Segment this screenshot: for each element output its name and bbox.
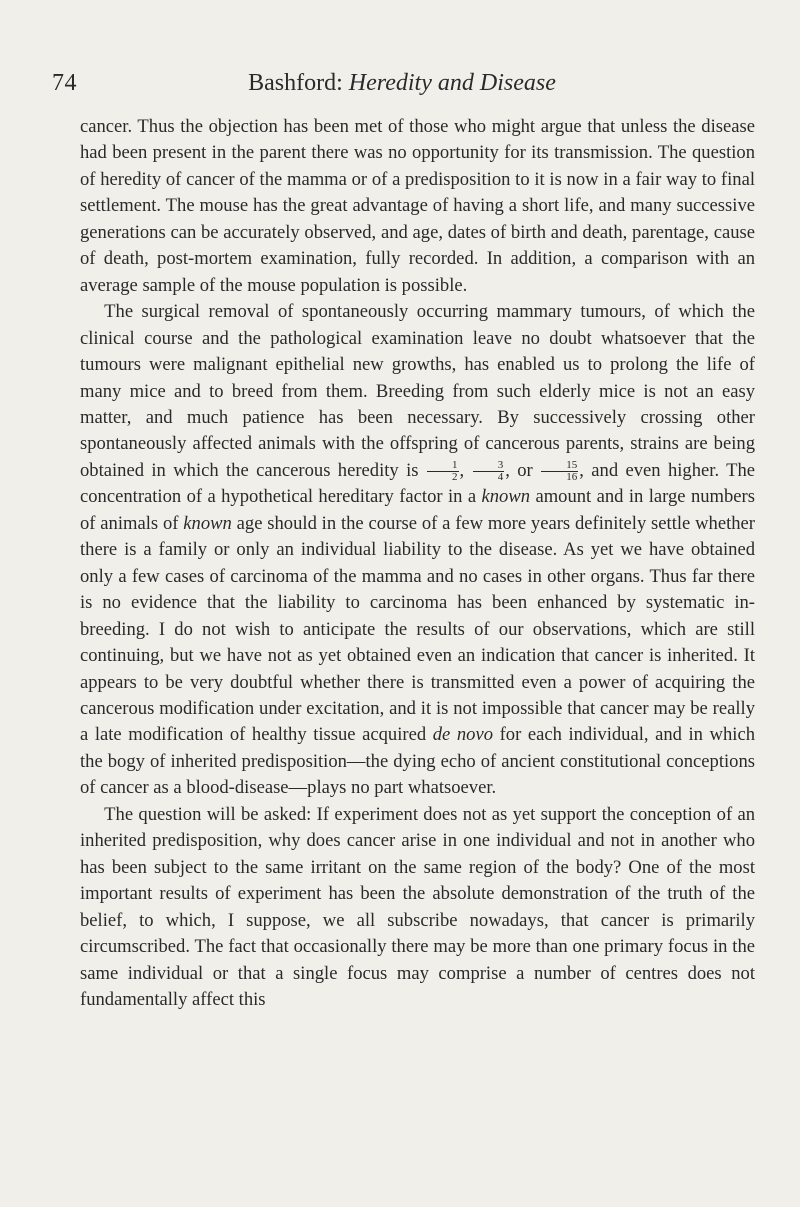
fraction-or: or <box>517 459 533 481</box>
fraction-three-quarters: $\frac{3}{4}$ <box>473 460 505 483</box>
page-number: 74 <box>52 70 77 96</box>
paragraph-2: The surgical removal of spontaneously occurring mammary tumours, of which the clinical course and the pathological examination leave no doubt whatsoever that the tumours were malignant epithelial new growths, has enabled us to prolong the life of many mice and to breed from them. Breeding from such elderly mice is not an easy matter, and much patience has been necessary. By successively crossing other spontaneously affected animals with the offspring of cancerous parents, strains are being obtained in which the cancerous heredity is $\frac{1}{2}$ , $\frac{3}{4}$ , or $\frac{15}{16}$ , and even higher. The concentration of a hypothetical hereditary factor in a known amount and in large numbers of animals of known age should in the course of a few more years definitely settle whether there is a family or only an individual liability to the disease. As yet we have obtained only a few cases of carcinoma of the mamma and no cases in other organs. Thus far there is no evidence that the liability to carcinoma has been enhanced by systematic in-breeding. I do not wish to anticipate the results of our observations, which are still continuing, but we have not as yet obtained even an indication that cancer is inherited. It appears to be very doubtful whether there is transmitted even a power of acquiring the cancerous modification under excitation, and it is not impossible that cancer may be really a late modification of healthy tissue acquired de novo for each individual, and in which the bogy of inherited predisposition—the dying echo of ancient constitutional conceptions of cancer as a blood-disease—plays no part whatsoever. <box>80 301 756 799</box>
italic-de-novo: de novo <box>432 724 493 746</box>
running-title-separator: : <box>336 70 349 96</box>
italic-known-1: known <box>481 486 531 508</box>
body-text <box>80 114 755 1013</box>
paragraph-2-part-a: The surgical removal of spontaneously occurring mammary tumours, of which the clinical course and the pathological examination leave no doubt whatsoever that the tumours were malignant epithelial new growths, has enabled us to prolong the life of many mice and to breed from them. Breeding from such elderly mice is not an easy matter, and much patience has been necessary. By successively crossing other spontaneously affected animals with the offspring of cancerous parents, strains are being obtained in which the cancerous heredity is <box>80 301 755 481</box>
running-title <box>52 68 752 98</box>
running-title-work: Heredity and Disease <box>348 70 556 96</box>
paragraph-2-part-b: and even higher. The concentration of a hypothetical hereditary factor in a <box>80 459 756 508</box>
italic-known-2: known <box>183 512 232 534</box>
running-head <box>52 68 752 98</box>
paragraph-2-part-d: age should in the course of a few more years definitely settle whether there is a family or only an individual liability to the disease. As yet we have obtained only a few cases of carcinoma of the mamma and no cases in other organs. Thus far there is no evidence that the liability to carcinoma has been enhanced by systematic in-breeding. I do not wish to anticipate the results of our observations, which are still continuing, but we have not as yet obtained even an indication that cancer is inherited. It appears to be very doubtful whether there is transmitted even a power of acquiring the cancerous modification under excitation, and it is not impossible that cancer may be really a late modification of healthy tissue acquired <box>80 512 755 746</box>
paragraph-2-part-c: amount and in large numbers of animals of <box>80 486 755 534</box>
running-title-author: Bashford <box>248 70 337 96</box>
paragraph-3: The question will be asked: If experiment does not as yet support the conception of an inherited predisposition, why does cancer arise in one individual and not in another who has been subject to the same irritant on the same region of the body? One of the most important results of experiment has been the absolute demonstration of the truth of the belief, to which, I suppose, we all subscribe nowadays, that cancer is primarily circumscribed. The fact that occasionally there may be more than one primary focus in the same individual or that a single focus may comprise a number of centres does not fundamentally affect this <box>80 803 755 1010</box>
fraction-one-half: $\frac{1}{2}$ <box>427 460 459 483</box>
paragraph-1: cancer. Thus the objection has been met of those who might argue that unless the disease had been present in the parent there was no opportunity for its transmission. The question of heredity of cancer of the mamma or of a predisposition to it is now in a fair way to final settlement. The mouse has the great advantage of having a short life, and many successive generations can be accurately observed, and age, dates of birth and death, parentage, cause of death, post-mortem examination, fully recorded. In addition, a comparison with an average sample of the mouse population is possible. <box>80 116 755 296</box>
paragraph-2-part-e: for each individual, and in which the bogy of inherited predisposition—the dying echo of ancient constitutional conceptions of cancer as a blood-disease—plays no part whatsoever. <box>80 724 755 799</box>
fraction-fifteen-sixteenths: $\frac{15}{16}$ <box>541 460 578 483</box>
